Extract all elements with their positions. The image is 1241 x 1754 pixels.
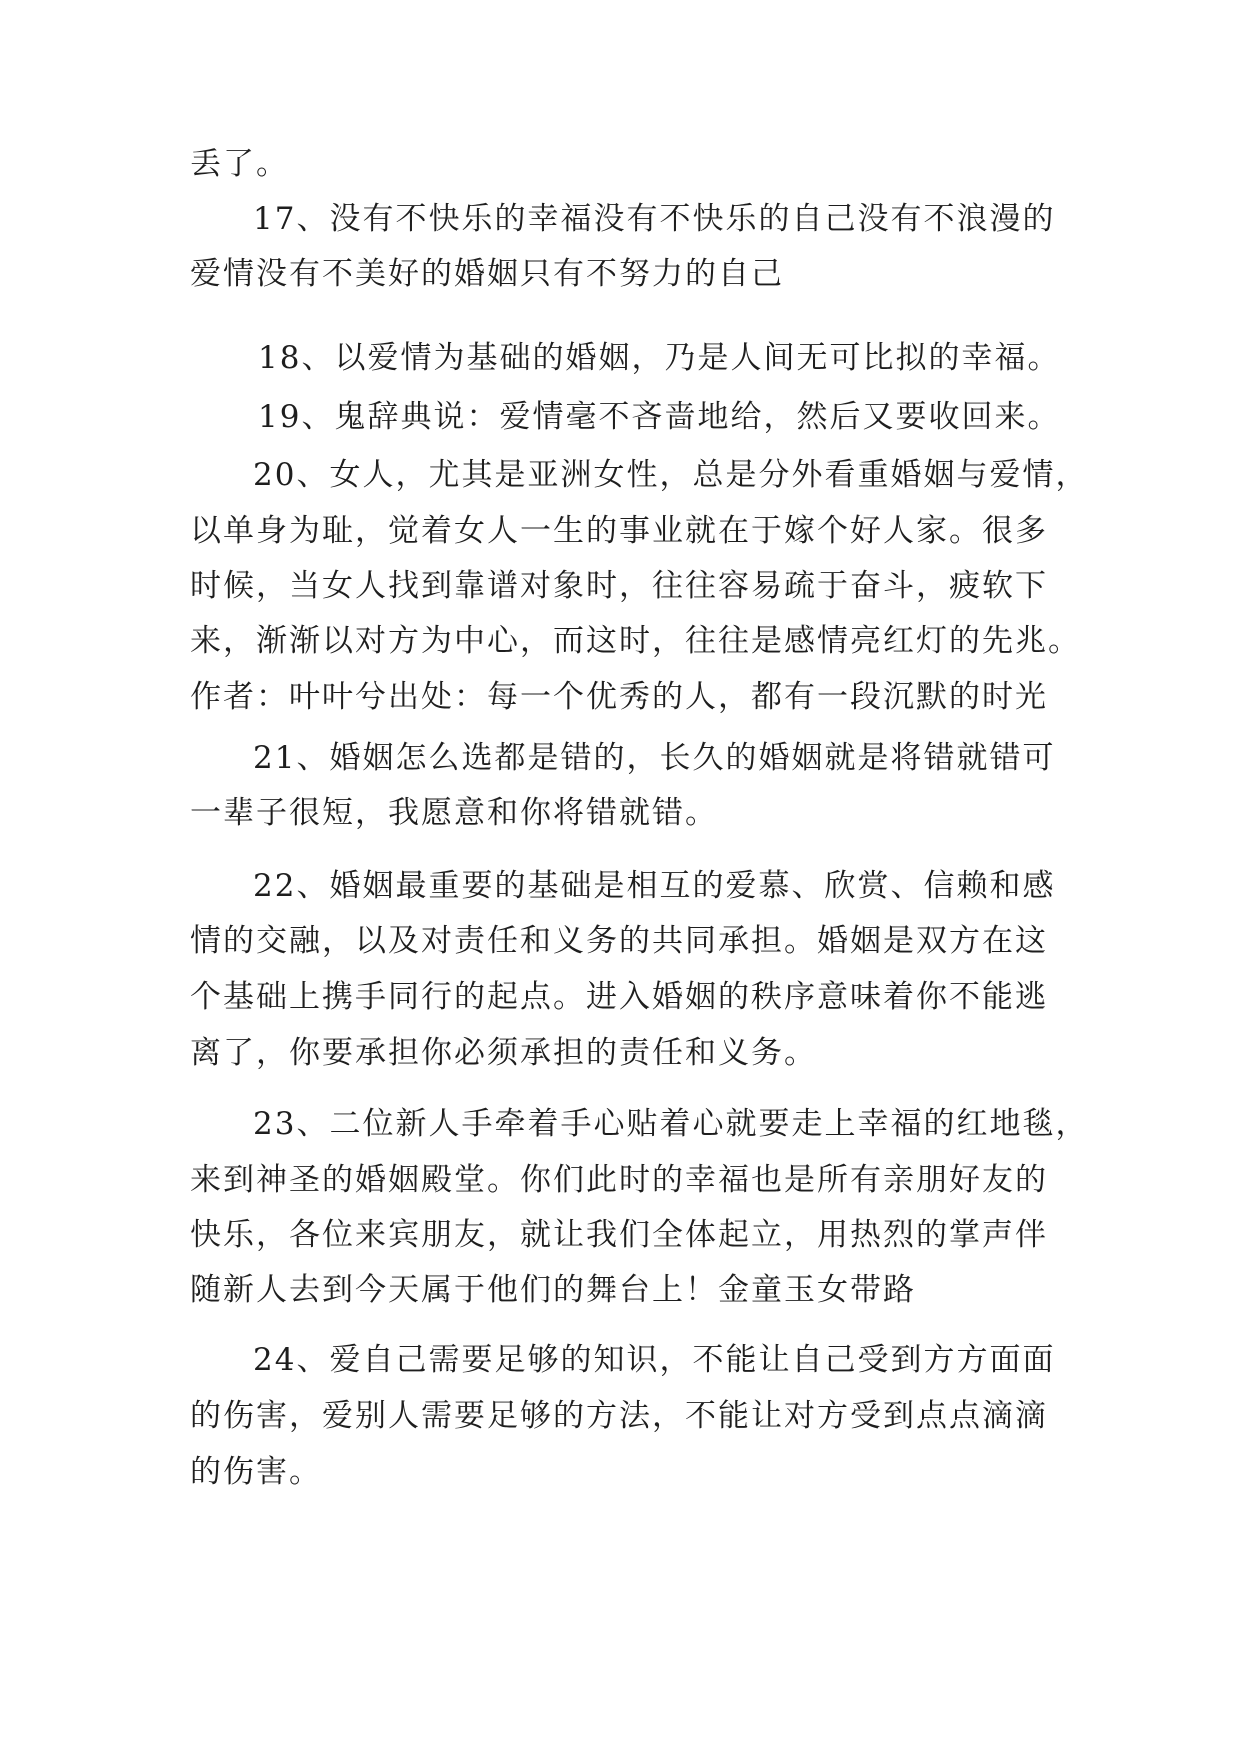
text-line-12: 一辈子很短，我愿意和你将错就错。 [190, 795, 718, 831]
text-line-10: 作者：叶叶兮出处：每一个优秀的人，都有一段沉默的时光 [190, 679, 1048, 715]
text-line-6: 20、女人，尤其是亚洲女性，总是分外看重婚姻与爱情， [253, 457, 1089, 493]
text-line-17: 23、二位新人手牵着手心贴着心就要走上幸福的红地毯， [253, 1106, 1089, 1142]
text-line-7: 以单身为耻，觉着女人一生的事业就在于嫁个好人家。很多 [190, 513, 1048, 549]
text-line-3: 爱情没有不美好的婚姻只有不努力的自己 [190, 256, 784, 292]
text-line-4: 18、以爱情为基础的婚姻，乃是人间无可比拟的幸福。 [258, 340, 1061, 376]
text-line-23: 的伤害。 [190, 1454, 322, 1490]
text-line-1: 丢了。 [190, 146, 289, 182]
text-line-21: 24、爱自己需要足够的知识，不能让自己受到方方面面 [253, 1342, 1056, 1378]
text-line-22: 的伤害，爱别人需要足够的方法，不能让对方受到点点滴滴 [190, 1398, 1048, 1434]
text-line-16: 离了，你要承担你必须承担的责任和义务。 [190, 1035, 817, 1071]
text-line-14: 情的交融，以及对责任和义务的共同承担。婚姻是双方在这 [190, 923, 1048, 959]
text-line-11: 21、婚姻怎么选都是错的，长久的婚姻就是将错就错可 [253, 740, 1056, 776]
text-line-13: 22、婚姻最重要的基础是相互的爱慕、欣赏、信赖和感 [253, 868, 1056, 904]
text-line-8: 时候，当女人找到靠谱对象时，往往容易疏于奋斗，疲软下 [190, 568, 1048, 604]
text-line-9: 来，渐渐以对方为中心，而这时，往往是感情亮红灯的先兆。 [190, 623, 1081, 659]
text-line-18: 来到神圣的婚姻殿堂。你们此时的幸福也是所有亲朋好友的 [190, 1162, 1048, 1198]
text-line-5: 19、鬼辞典说：爱情毫不吝啬地给，然后又要收回来。 [258, 399, 1061, 435]
text-line-19: 快乐，各位来宾朋友，就让我们全体起立，用热烈的掌声伴 [190, 1217, 1048, 1253]
text-line-2: 17、没有不快乐的幸福没有不快乐的自己没有不浪漫的 [253, 201, 1056, 237]
text-line-20: 随新人去到今天属于他们的舞台上！金童玉女带路 [190, 1272, 916, 1308]
text-line-15: 个基础上携手同行的起点。进入婚姻的秩序意味着你不能逃 [190, 979, 1048, 1015]
